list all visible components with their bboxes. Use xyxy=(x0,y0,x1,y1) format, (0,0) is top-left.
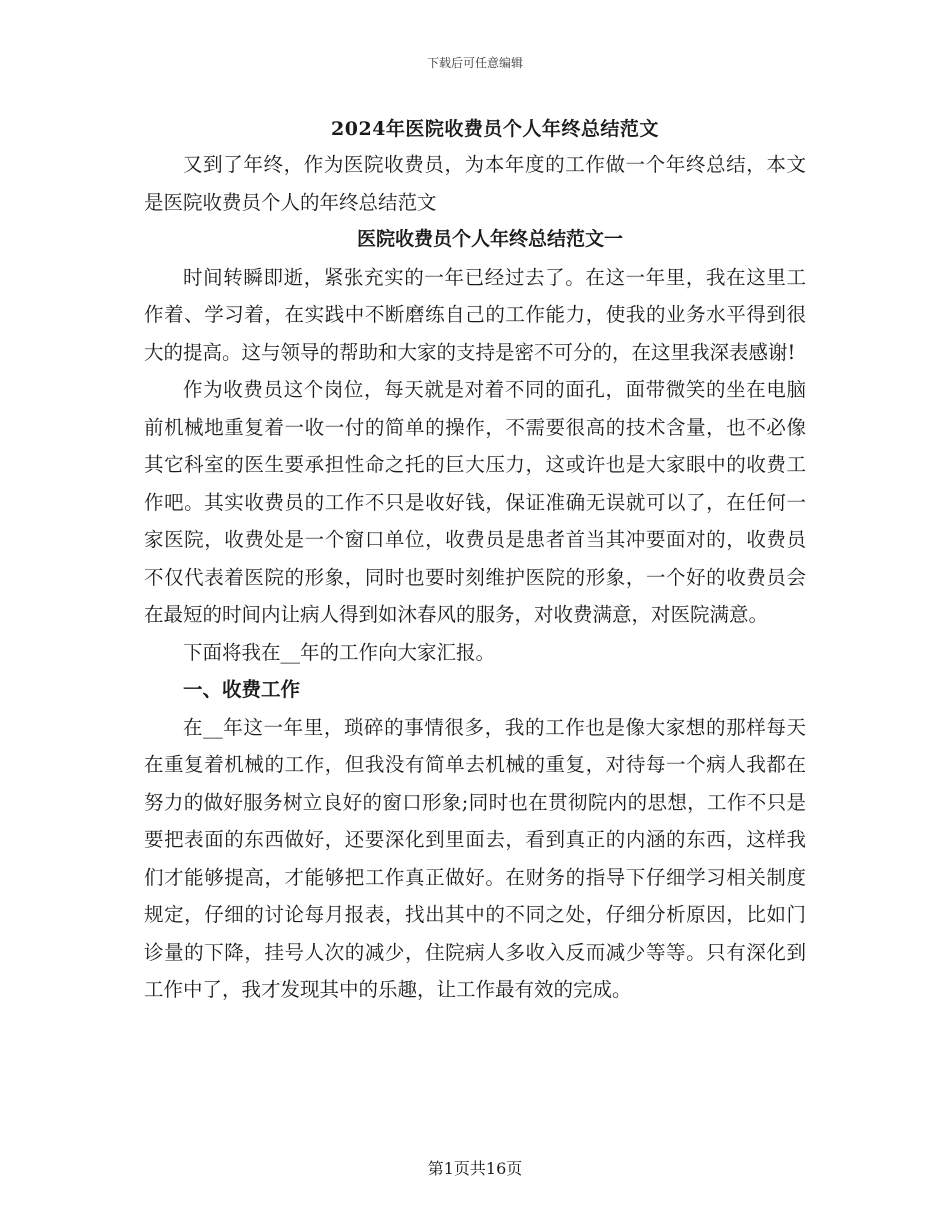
document-title: 2024年医院收费员个人年终总结范文 xyxy=(331,118,659,140)
section-title: 医院收费员个人年终总结范文一 xyxy=(356,228,623,250)
body-paragraph: 下面将我在__年的工作向大家汇报。 xyxy=(183,640,496,664)
page-number: 第1页共16页 xyxy=(427,1159,523,1178)
sub-heading: 一、收费工作 xyxy=(183,678,301,701)
body-paragraph: 作为收费员这个岗位，每天就是对着不同的面孔，面带微笑的坐在电脑前机械地重复着一收一付的简单的操作，不需要很高的技术含量，也不必像其它科室的医生要承担性命之托的巨大压力，这或许也是大家眼中的收费工作吧。其实收费员的工作不只是收好钱，保证准确无误就可以了，在任何一家医院，收费处是一个窗口单位，收费员是患者首当其冲要面对的，收费员不仅代表着医院的形象，同时也要时刻维护医院的形象，一个好的收费员会在最短的时间内让病人得到如沐春风的服务，对收费满意，对医院满意。 xyxy=(144,378,806,626)
document-body xyxy=(144,146,806,1009)
body-paragraph: 时间转瞬即逝，紧张充实的一年已经过去了。在这一年里，我在这里工作着、学习着，在实践中不断磨练自己的工作能力，使我的业务水平得到很大的提高。这与领导的帮助和大家的支持是密不可分的，在这里我深表感谢! xyxy=(144,265,806,364)
body-paragraph: 在__年这一年里，琐碎的事情很多，我的工作也是像大家想的那样每天在重复着机械的工作，但我没有简单去机械的重复，对待每一个病人我都在努力的做好服务树立良好的窗口形象;同时也在贯彻院内的思想，工作不只是要把表面的东西做好，还要深化到里面去，看到真正的内涵的东西，这样我们才能够提高，才能够把工作真正做好。在财务的指导下仔细学习相关制度规定，仔细的讨论每月报表，找出其中的不同之处，仔细分析原因，比如门诊量的下降，挂号人次的减少，住院病人多收入反而减少等等。只有深化到工作中了，我才发现其中的乐趣，让工作最有效的完成。 xyxy=(144,715,806,1001)
intro-paragraph: 又到了年终，作为医院收费员，为本年度的工作做一个年终总结，本文是医院收费员个人的年终总结范文 xyxy=(144,153,806,214)
header-note: 下载后可任意编辑 xyxy=(426,56,523,70)
